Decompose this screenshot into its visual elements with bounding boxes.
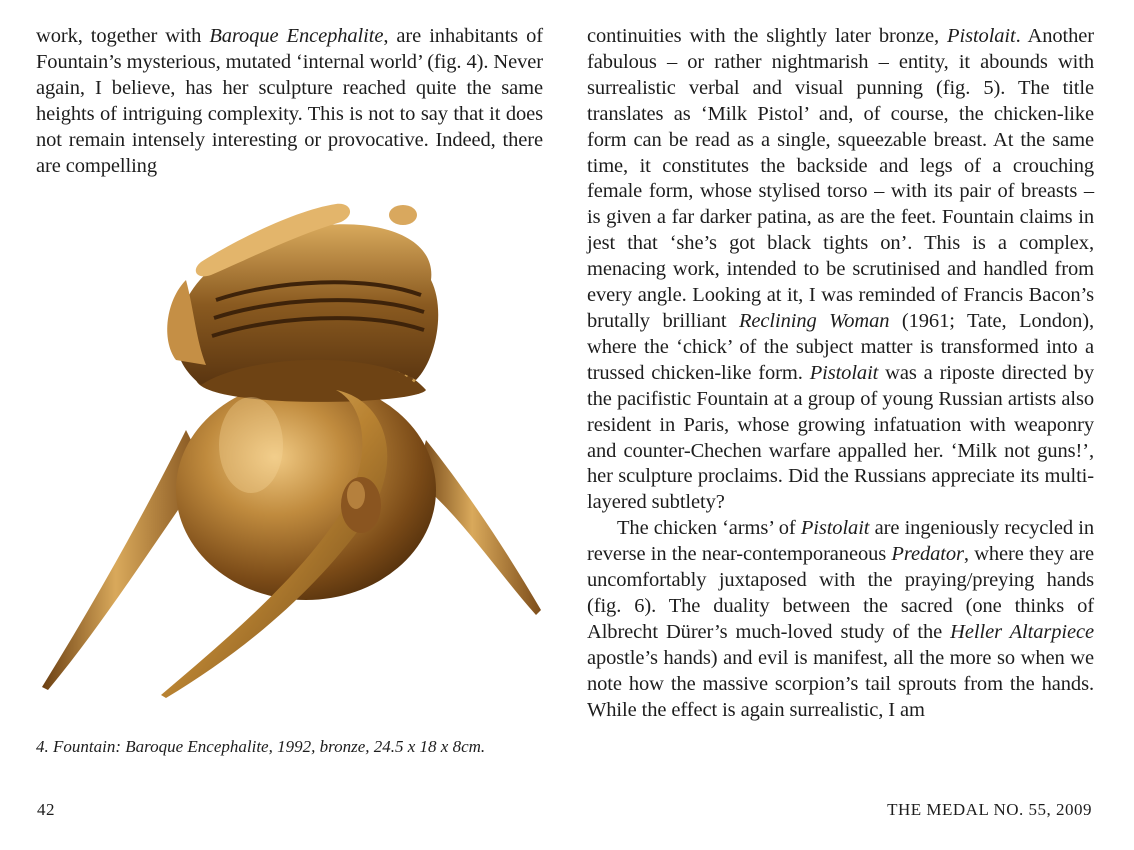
bronze-sculpture-image	[36, 190, 546, 720]
text-run: are ingeniously recycled in reverse in the near-contemporaneous	[587, 517, 1094, 566]
italic-title: Pistolait	[809, 361, 879, 384]
running-footer-title: THE MEDAL NO. 55, 2009	[887, 800, 1092, 819]
italic-title: Predator	[891, 543, 964, 566]
page-number: 42	[37, 800, 55, 819]
right-paragraph-2	[587, 516, 1094, 723]
text-run: . Another fabulous – or rather nightmarish – entity, it abounds with surrealistic verbal and visual punning (fig. 5). The title translates as ‘Milk Pistol’ and, of course, the chicken-like form can be read as a single, squeezable breast. At the same time, it constitutes the backside and legs of a crouching female form, whose stylised torso – with its pair of breasts – is given a far darker patina, as are the feet. Fountain claims in jest that ‘she’s got black tights on’. This is a complex, menacing work, intended to be scrutinised and handled from every angle. Looking at it, I was reminded of Francis Bacon’s brutally brilliant	[587, 25, 1094, 332]
text-run: The chicken ‘arms’ of	[617, 517, 801, 540]
figure-4-sculpture-photo	[36, 190, 546, 720]
italic-title: Heller Altarpiece	[950, 620, 1094, 643]
italic-title: Baroque Encephalite	[209, 25, 384, 47]
text-run: , where they are uncomfortably juxtaposed with the praying/preying hands (fig. 6). The duality between the sacred (one thinks of Albrecht Dürer’s much-loved study of the	[587, 543, 1094, 643]
text-run: work, together with	[36, 25, 210, 47]
right-paragraph-1	[587, 24, 1094, 516]
left-column	[36, 24, 543, 179]
italic-title: Pistolait	[947, 25, 1016, 47]
italic-title: Pistolait	[800, 517, 870, 540]
text-run: , are inhabitants of Fountain’s mysterious, mutated ‘internal world’ (fig. 4). Never again, I believe, has her sculpture reached quite the same heights of intriguing complexity. This is not to say that it does not remain intensely interesting or provocative. Indeed, there are compelling	[36, 25, 543, 177]
right-column	[587, 24, 1094, 723]
text-run: apostle’s hands) and evil is manifest, all the more so when we note how the massive scorpion’s tail sprouts from the hands. While the effect is again surrealistic, I am	[587, 646, 1094, 721]
figure-caption: 4. Fountain: Baroque Encephalite, 1992, bronze, 24.5 x 18 x 8cm.	[36, 737, 486, 756]
text-run: continuities with the slightly later bronze,	[587, 25, 948, 47]
text-run: was a riposte directed by the pacifistic Fountain at a group of young Russian artists also resident in Paris, whose growing infatuation with weaponry and counter-Chechen warfare appalled her. ‘Milk not guns!’, her sculpture proclaims. Did the Russians appreciate its multi-layered subtlety?	[587, 361, 1094, 514]
italic-title: Reclining Woman	[738, 309, 890, 332]
text-run: (1961; Tate, London), where the ‘chick’ of the subject matter is transformed into a trussed chicken-like form.	[587, 309, 1094, 384]
left-paragraph	[36, 24, 543, 179]
